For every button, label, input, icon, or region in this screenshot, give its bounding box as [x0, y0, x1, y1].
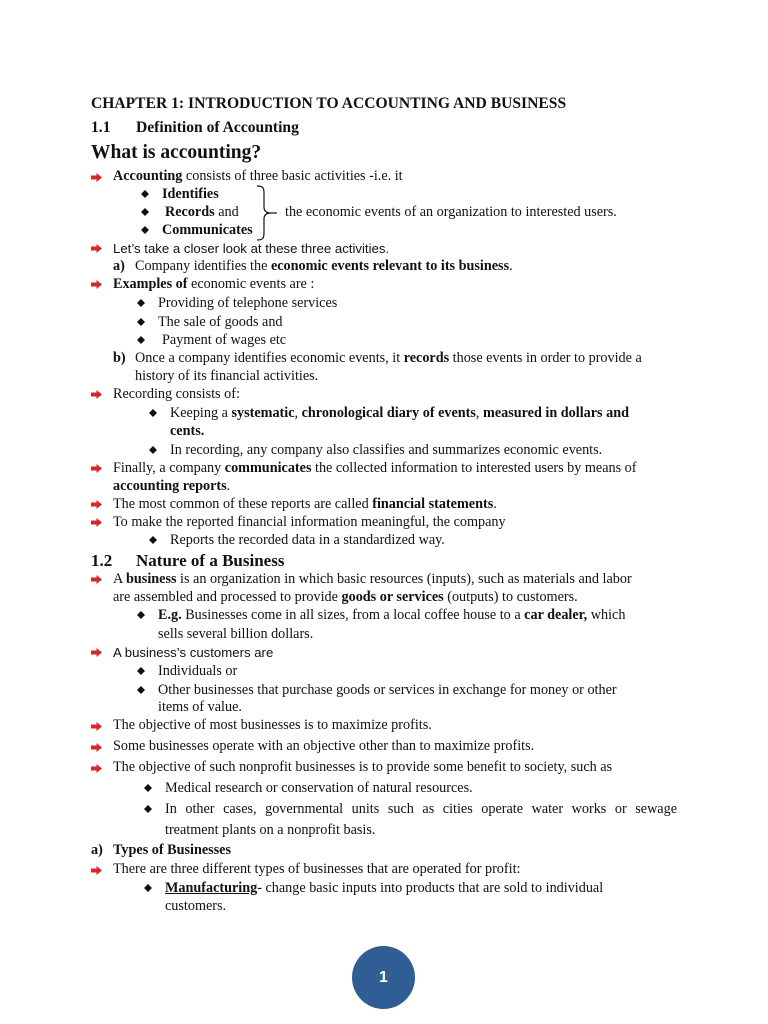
recording-item-1-line2: cents. — [170, 423, 205, 439]
item-a-label: a) — [113, 258, 125, 274]
arrow-bullet-icon — [91, 244, 102, 253]
recording-heading: Recording consists of: — [113, 386, 240, 402]
arrow-bullet-icon — [91, 500, 102, 509]
section-1-1-title: Definition of Accounting — [136, 119, 299, 136]
what-is-accounting-heading: What is accounting? — [91, 142, 262, 163]
customers-heading: A business’s customers are — [113, 645, 274, 660]
item-b-text-line2: history of its financial activities. — [135, 368, 319, 384]
example-item: Payment of wages etc — [162, 332, 287, 348]
brace-description: the economic events of an organization to interested users. — [285, 204, 617, 220]
types-heading: Types of Businesses — [113, 842, 231, 858]
arrow-bullet-icon — [91, 280, 102, 289]
recording-item-2: In recording, any company also classifies and summarizes economic events. — [170, 442, 603, 458]
item-b-label: b) — [113, 350, 126, 366]
finally-text-line2: accounting reports. — [113, 478, 231, 494]
section-1-1-number: 1.1 — [91, 119, 111, 136]
examples-heading: Examples of economic events are : — [113, 276, 315, 292]
chapter-title: CHAPTER 1: INTRODUCTION TO ACCOUNTING AND BUSINESS — [91, 95, 567, 112]
diamond-bullet-icon — [137, 686, 145, 694]
diamond-bullet-icon — [141, 190, 149, 198]
closer-look-text: Let’s take a closer look at these three activities. — [113, 241, 390, 256]
diamond-bullet-icon — [149, 536, 157, 544]
item-a-text: Company identifies the economic events relevant to its business. — [135, 258, 513, 274]
customer-item-line2: items of value. — [158, 699, 242, 715]
eg-text-line2: sells several billion dollars. — [158, 626, 314, 642]
page-number-badge: 1 — [352, 946, 415, 1009]
arrow-bullet-icon — [91, 173, 102, 182]
manufacturing-text: Manufacturing- change basic inputs into products that are sold to individual — [165, 880, 604, 896]
diamond-bullet-icon — [137, 336, 145, 344]
diamond-bullet-icon — [149, 409, 157, 417]
manufacturing-text-line2: customers. — [165, 898, 227, 914]
diamond-bullet-icon — [144, 784, 152, 792]
arrow-bullet-icon — [91, 764, 102, 773]
nonprofit-text: The objective of such nonprofit businesses is to provide some benefit to society, such as — [113, 759, 613, 775]
diamond-bullet-icon — [144, 805, 152, 813]
reports-standardized: Reports the recorded data in a standardized way. — [170, 532, 445, 548]
section-1-2-number: 1.2 — [91, 551, 113, 570]
diamond-bullet-icon — [141, 226, 149, 234]
arrow-bullet-icon — [91, 648, 102, 657]
activity-identifies: Identifies — [162, 186, 219, 202]
arrow-bullet-icon — [91, 518, 102, 527]
activity-communicates: Communicates — [162, 222, 253, 238]
three-types-text: There are three different types of businesses that are operated for profit: — [113, 861, 521, 877]
customer-item: Other businesses that purchase goods or services in exchange for money or other — [158, 682, 617, 698]
diamond-bullet-icon — [144, 884, 152, 892]
diamond-bullet-icon — [141, 208, 149, 216]
arrow-bullet-icon — [91, 390, 102, 399]
curly-brace-icon — [256, 184, 278, 242]
activity-records: Records and — [165, 204, 239, 220]
example-item: The sale of goods and — [158, 314, 283, 330]
meaningful-text: To make the reported financial information meaningful, the company — [113, 514, 506, 530]
eg-text: E.g. Businesses come in all sizes, from a local coffee house to a car dealer, which — [158, 607, 626, 623]
diamond-bullet-icon — [137, 667, 145, 675]
diamond-bullet-icon — [137, 611, 145, 619]
customer-item: Individuals or — [158, 663, 238, 679]
diamond-bullet-icon — [137, 318, 145, 326]
some-operate-text: Some businesses operate with an objective other than to maximize profits. — [113, 738, 535, 754]
accounting-definition: Accounting consists of three basic activities -i.e. it — [113, 168, 403, 184]
diamond-bullet-icon — [137, 299, 145, 307]
nonprofit-item-line2: treatment plants on a nonprofit basis. — [165, 822, 376, 838]
types-label: a) — [91, 842, 103, 858]
nonprofit-item: Medical research or conservation of natural resources. — [165, 780, 473, 796]
objective-text: The objective of most businesses is to maximize profits. — [113, 717, 432, 733]
arrow-bullet-icon — [91, 722, 102, 731]
arrow-bullet-icon — [91, 866, 102, 875]
diamond-bullet-icon — [149, 446, 157, 454]
arrow-bullet-icon — [91, 575, 102, 584]
arrow-bullet-icon — [91, 743, 102, 752]
item-b-text: Once a company identifies economic events, it records those events in order to provide a — [135, 350, 642, 366]
section-1-2-title: Nature of a Business — [136, 551, 285, 570]
business-definition-line2: are assembled and processed to provide goods or services (outputs) to customers. — [113, 589, 578, 605]
recording-item-1: Keeping a systematic, chronological diary of events, measured in dollars and — [170, 405, 629, 421]
most-common-text: The most common of these reports are called financial statements. — [113, 496, 497, 512]
example-item: Providing of telephone services — [158, 295, 338, 311]
arrow-bullet-icon — [91, 464, 102, 473]
finally-text: Finally, a company communicates the collected information to interested users by means of — [113, 460, 637, 476]
nonprofit-item: In other cases, governmental units such as cities operate water works or sewage — [165, 801, 677, 817]
business-definition: A business is an organization in which basic resources (inputs), such as materials and labor — [113, 571, 632, 587]
